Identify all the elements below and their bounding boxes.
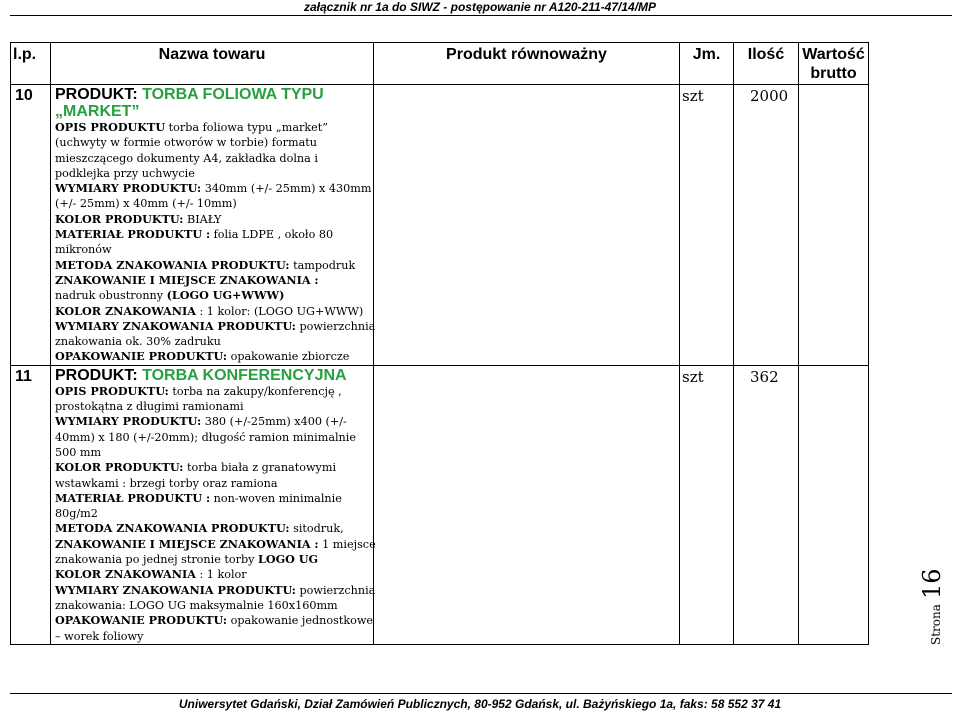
spec-line [55,460,373,475]
spec-line [55,227,373,242]
spec-label: MATERIAŁ PRODUKTU : [55,490,211,505]
spec-line [55,304,373,319]
spec-text: opakowanie jednostkowe [227,614,374,628]
spec-text: prostokątna z długimi ramionami [55,400,244,414]
spec-line [55,521,373,536]
spec-line [55,414,373,429]
spec-line [55,430,373,445]
spec-label: KOLOR PRODUKTU: [55,211,184,226]
header-rule [10,15,952,16]
spec-text: torba na zakupy/konferencję , [168,384,342,398]
spec-text: znakowania: LOGO UG maksymalnie 160x160mm [55,598,338,612]
col-header-lp: l.p. [11,43,51,85]
spec-label: KOLOR ZNAKOWANIA [55,567,196,582]
spec-line [55,598,373,613]
spec-line [55,582,376,598]
spec-label: WYMIARY ZNAKOWANIA PRODUKTU: [55,582,296,597]
row-number: 10 [11,85,51,366]
spec-text: powierzchnia [295,583,376,597]
spec-text: – worek foliowy [55,629,144,643]
equivalent-cell [374,85,680,366]
page-label: Strona [929,604,943,645]
product-title [55,367,373,384]
product-description [51,365,374,644]
equivalent-cell [374,365,680,644]
value-cell [799,365,869,644]
product-table [10,42,869,645]
spec-label: LOGO UG [258,552,319,567]
spec-line [55,629,373,644]
spec-text: (+/- 25mm) x 40mm (+/- 10mm) [55,197,237,211]
spec-label: OPAKOWANIE PRODUKTU: [55,613,228,628]
spec-text: sitodruk, [289,522,344,536]
spec-label: OPAKOWANIE PRODUKTU: [55,349,228,364]
qty-cell: 362 [734,365,799,644]
spec-label: KOLOR ZNAKOWANIA [55,303,196,318]
spec-label: ZNAKOWANIE I MIEJSCE ZNAKOWANIA : [55,536,319,551]
value-cell [799,85,869,366]
product-title-prefix: PRODUKT: [55,366,143,384]
spec-line [55,334,373,349]
spec-text: wstawkami : brzegi torby oraz ramiona [55,476,278,490]
col-header-value: Wartość brutto [799,43,869,85]
spec-line [55,242,373,257]
spec-text: znakowania ok. 30% zadruku [55,335,221,349]
page-number-value: 16 [918,568,946,600]
spec-line [55,212,373,227]
spec-text: znakowania po jednej stronie torby [55,553,258,567]
qty-cell: 2000 [734,85,799,366]
product-title-name: TORBA FOLIOWA TYPU „MARKET” [55,86,324,120]
col-header-unit: Jm. [680,43,734,85]
spec-label: WYMIARY PRODUKTU: [55,181,202,196]
spec-text: tampodruk [289,258,356,272]
spec-line [55,476,373,491]
spec-line [55,552,373,567]
spec-line [55,491,373,506]
spec-text: 500 mm [55,445,102,459]
spec-label: MATERIAŁ PRODUKTU : [55,227,211,242]
spec-text: : 1 kolor: (LOGO UG+WWW) [195,304,364,318]
product-title-name: TORBA KONFERENCYJNA [142,366,347,384]
spec-line [55,506,373,521]
table-row [11,365,869,644]
spec-line [55,445,373,460]
document-header: załącznik nr 1a do SIWZ - postępowanie nr A120-211-47/14/MP [303,0,657,14]
spec-label: OPIS PRODUKTU [55,120,166,134]
spec-label: METODA ZNAKOWANIA PRODUKTU: [55,521,290,536]
spec-label: METODA ZNAKOWANIA PRODUKTU: [55,257,290,272]
spec-label: ZNAKOWANIE I MIEJSCE ZNAKOWANIA : [55,272,319,287]
spec-text: 340mm (+/- 25mm) x 430mm [201,182,372,196]
spec-text: mikronów [55,243,112,257]
spec-text: (uchwyty w formie otworów w torbie) formatu [55,136,317,150]
spec-label: WYMIARY PRODUKTU: [55,414,202,429]
spec-line [55,196,373,211]
table-row [11,85,869,366]
footer-rule [10,693,952,694]
spec-line [55,258,373,273]
spec-line [55,273,373,288]
spec-line [55,384,373,399]
spec-label: OPIS PRODUKTU: [55,383,169,398]
spec-text: nadruk obustronny [55,289,167,303]
spec-line [55,318,376,334]
table-header-row [11,43,869,85]
spec-line [55,349,373,364]
col-header-qty: Ilość [734,43,799,85]
spec-text: torba foliowa typu „market” [165,121,328,134]
page-number [918,568,946,645]
unit-cell: szt [680,365,734,644]
spec-label: KOLOR PRODUKTU: [55,460,184,475]
spec-text: 380 (+/-25mm) x400 (+/- [201,415,347,429]
spec-line [55,536,376,552]
spec-text: 1 miejsce [318,537,376,551]
spec-text: torba biała z granatowymi [183,461,337,475]
spec-text: folia LDPE , około 80 [210,228,334,242]
product-title-prefix: PRODUKT: [55,86,143,103]
spec-line [55,135,373,150]
spec-line [55,288,373,303]
unit-cell: szt [680,85,734,366]
spec-text: BIAŁY [183,212,222,226]
spec-line [55,166,373,181]
spec-lines [55,383,376,644]
spec-text: : 1 kolor [195,568,247,582]
spec-text: 80g/m2 [55,507,98,521]
col-header-name: Nazwa towaru [51,43,374,85]
document-footer: Uniwersytet Gdański, Dział Zamówień Publicznych, 80-952 Gdańsk, ul. Bażyńskiego 1a, faks: 58 552 37 41 [178,697,782,711]
spec-line [55,567,373,582]
spec-text: non-woven minimalnie [210,491,342,505]
spec-line [55,181,373,196]
spec-line [55,399,373,414]
col-header-equivalent: Produkt równoważny [374,43,680,85]
spec-line [55,613,373,628]
spec-text: opakowanie zbiorcze [227,350,350,364]
product-title [55,86,373,120]
spec-lines [55,120,376,365]
spec-label: WYMIARY ZNAKOWANIA PRODUKTU: [55,318,296,333]
spec-text: 40mm) x 180 (+/-20mm); długość ramion minimalnie [55,430,356,444]
row-number: 11 [11,365,51,644]
spec-line [55,120,373,135]
spec-text: mieszczącego dokumenty A4, zakładka dolna i [55,151,318,165]
product-description [51,85,374,366]
spec-text: powierzchnia [295,319,376,333]
spec-line [55,151,373,166]
spec-label: (LOGO UG+WWW) [166,288,285,303]
spec-text: podklejka przy uchwycie [55,166,195,180]
